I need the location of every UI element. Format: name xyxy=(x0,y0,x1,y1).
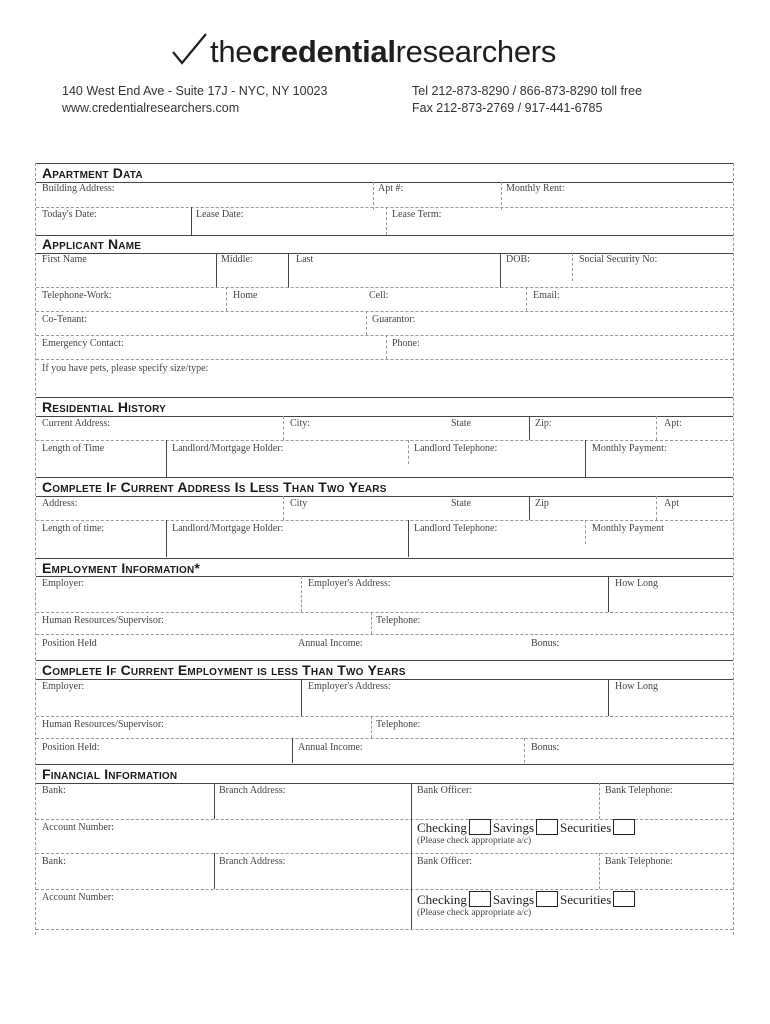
divider xyxy=(386,207,387,235)
divider xyxy=(411,889,412,929)
divider xyxy=(301,576,302,612)
section-title-apartment: Apartment Data xyxy=(42,165,143,181)
divider xyxy=(36,764,733,765)
section-title-previous-address: Complete If Current Address Is Less Than Two Years xyxy=(42,479,387,495)
divider xyxy=(529,416,530,440)
previous-apt-field[interactable]: Apt xyxy=(664,498,679,509)
landlord-holder-field[interactable]: Landlord/Mortgage Holder: xyxy=(172,443,284,454)
divider xyxy=(191,207,192,235)
divider xyxy=(36,311,733,312)
divider xyxy=(411,783,412,819)
employer-address-field[interactable]: Employer's Address: xyxy=(308,578,391,589)
divider xyxy=(371,716,372,738)
divider xyxy=(36,477,733,478)
divider xyxy=(214,853,215,889)
bank-telephone-field-2[interactable]: Bank Telephone: xyxy=(605,856,673,867)
previous-state-field[interactable]: State xyxy=(451,498,471,509)
section-title-previous-employment: Complete If Current Employment is less Than Two Years xyxy=(42,662,406,678)
section-title-financial: Financial Information xyxy=(42,766,178,782)
divider xyxy=(36,576,733,577)
savings-checkbox[interactable] xyxy=(536,819,558,835)
employer-field[interactable]: Employer: xyxy=(42,578,85,589)
emergency-contact-field[interactable]: Emergency Contact: xyxy=(42,338,124,349)
divider xyxy=(572,253,573,281)
divider xyxy=(585,440,586,477)
account-number-field-2[interactable]: Account Number: xyxy=(42,892,114,903)
divider xyxy=(608,679,609,716)
hr-supervisor-field[interactable]: Human Resources/Supervisor: xyxy=(42,615,164,626)
previous-position-held-field[interactable]: Position Held: xyxy=(42,742,100,753)
telephone-work-field[interactable]: Telephone-Work: xyxy=(42,290,112,301)
previous-landlord-telephone-field[interactable]: Landlord Telephone: xyxy=(414,523,498,534)
securities-label: Securities xyxy=(560,820,612,835)
pets-field[interactable]: If you have pets, please specify size/type: xyxy=(42,363,209,374)
checking-label: Checking xyxy=(417,820,467,835)
divider xyxy=(226,287,227,311)
securities-checkbox[interactable] xyxy=(613,819,635,835)
apt-field[interactable]: Apt #: xyxy=(378,183,404,194)
application-form xyxy=(35,163,734,935)
branch-address-field-2[interactable]: Branch Address: xyxy=(219,856,286,867)
phone-line: Tel 212-873-8290 / 866-873-8290 toll free xyxy=(412,84,643,98)
previous-zip-field[interactable]: Zip xyxy=(535,498,549,509)
bank-telephone-field[interactable]: Bank Telephone: xyxy=(605,785,673,796)
divider xyxy=(524,738,525,763)
account-type-options-2 xyxy=(417,891,637,908)
logo-prefix: the xyxy=(210,34,253,69)
lease-term-field[interactable]: Lease Term: xyxy=(392,209,442,220)
website-line: www.credentialresearchers.com xyxy=(62,101,240,115)
divider xyxy=(301,679,302,716)
securities-label: Securities xyxy=(560,892,612,907)
divider xyxy=(36,163,733,164)
divider xyxy=(36,416,733,417)
checking-checkbox[interactable] xyxy=(469,819,491,835)
divider xyxy=(283,416,284,440)
divider xyxy=(585,520,586,544)
bonus-field[interactable]: Bonus: xyxy=(531,638,560,649)
section-title-employment: Employment Information* xyxy=(42,560,201,576)
company-logo xyxy=(170,32,556,70)
annual-income-field[interactable]: Annual Income: xyxy=(298,638,363,649)
length-of-time-field[interactable]: Length of Time xyxy=(42,443,105,454)
divider xyxy=(411,853,412,889)
section-title-residential: Residential History xyxy=(42,399,167,415)
divider xyxy=(36,783,733,784)
divider xyxy=(166,440,167,477)
logo-bold: credential xyxy=(252,34,396,69)
monthly-payment-field[interactable]: Monthly Payment: xyxy=(592,443,667,454)
ssn-field[interactable]: Social Security No: xyxy=(579,254,658,265)
current-address-field[interactable]: Current Address: xyxy=(42,418,111,429)
divider xyxy=(36,207,733,208)
divider xyxy=(411,819,412,853)
divider xyxy=(36,716,733,717)
address-line: 140 West End Ave - Suite 17J - NYC, NY 10023 xyxy=(62,84,328,98)
divider xyxy=(500,253,501,288)
divider xyxy=(371,612,372,634)
previous-how-long-field[interactable]: How Long xyxy=(615,681,659,692)
divider xyxy=(36,335,733,336)
savings-checkbox[interactable] xyxy=(536,891,558,907)
account-type-note: (Please check appropriate a/c) xyxy=(417,836,532,846)
zip-field[interactable]: Zip: xyxy=(535,418,552,429)
state-field[interactable]: State xyxy=(451,418,471,429)
previous-monthly-payment-field[interactable]: Monthly Payment xyxy=(592,523,664,534)
divider xyxy=(36,496,733,497)
previous-employer-field[interactable]: Employer: xyxy=(42,681,85,692)
checking-checkbox[interactable] xyxy=(469,891,491,907)
dob-field[interactable]: DOB: xyxy=(506,254,530,265)
divider xyxy=(36,397,733,398)
last-name-field[interactable]: Last xyxy=(296,254,314,265)
how-long-field[interactable]: How Long xyxy=(615,578,659,589)
checkmark-icon xyxy=(170,32,208,66)
bank-officer-field-2[interactable]: Bank Officer: xyxy=(417,856,473,867)
divider xyxy=(366,311,367,335)
divider xyxy=(36,660,733,661)
bank-officer-field[interactable]: Bank Officer: xyxy=(417,785,473,796)
divider xyxy=(36,359,733,360)
divider xyxy=(288,253,289,288)
divider xyxy=(36,853,733,854)
divider xyxy=(408,520,409,557)
lease-date-field[interactable]: Lease Date: xyxy=(196,209,244,220)
divider xyxy=(36,440,733,441)
divider xyxy=(656,416,657,440)
divider xyxy=(36,679,733,680)
previous-city-field[interactable]: City xyxy=(290,498,308,509)
home-phone-field[interactable]: Home xyxy=(233,290,258,301)
bank-field[interactable]: Bank: xyxy=(42,785,66,796)
previous-landlord-holder-field[interactable]: Landlord/Mortgage Holder: xyxy=(172,523,284,534)
savings-label: Savings xyxy=(492,892,534,907)
divider xyxy=(36,612,733,613)
divider xyxy=(36,634,733,635)
branch-address-field[interactable]: Branch Address: xyxy=(219,785,286,796)
city-field[interactable]: City: xyxy=(290,418,311,429)
divider xyxy=(599,853,600,889)
previous-hr-supervisor-field[interactable]: Human Resources/Supervisor: xyxy=(42,719,164,730)
divider xyxy=(214,783,215,819)
emergency-phone-field[interactable]: Phone: xyxy=(392,338,420,349)
divider xyxy=(283,496,284,520)
building-address-field[interactable]: Building Address: xyxy=(42,183,115,194)
co-tenant-field[interactable]: Co-Tenant: xyxy=(42,314,87,325)
middle-name-field[interactable]: Middle: xyxy=(221,254,253,265)
divider xyxy=(599,783,600,819)
previous-telephone-field[interactable]: Telephone: xyxy=(376,719,421,730)
securities-checkbox[interactable] xyxy=(613,891,635,907)
account-type-options xyxy=(417,819,637,836)
company-address xyxy=(62,83,327,117)
company-phones xyxy=(412,83,642,117)
guarantor-field[interactable]: Guarantor: xyxy=(372,314,416,325)
divider xyxy=(608,576,609,612)
landlord-telephone-field[interactable]: Landlord Telephone: xyxy=(414,443,498,454)
previous-address-field[interactable]: Address: xyxy=(42,498,78,509)
divider xyxy=(656,496,657,520)
divider xyxy=(36,287,733,288)
previous-bonus-field[interactable]: Bonus: xyxy=(531,742,560,753)
fax-line: Fax 212-873-2769 / 917-441-6785 xyxy=(412,101,603,115)
divider xyxy=(36,889,733,890)
email-field[interactable]: Email: xyxy=(533,290,560,301)
divider xyxy=(408,440,409,464)
divider xyxy=(292,738,293,763)
position-held-field[interactable]: Position Held xyxy=(42,638,97,649)
divider xyxy=(529,496,530,520)
divider xyxy=(373,182,374,210)
account-type-note-2: (Please check appropriate a/c) xyxy=(417,908,532,918)
bank-field-2[interactable]: Bank: xyxy=(42,856,66,867)
todays-date-field[interactable]: Today's Date: xyxy=(42,209,97,220)
savings-label: Savings xyxy=(492,820,534,835)
monthly-rent-field[interactable]: Monthly Rent: xyxy=(506,183,565,194)
logo-suffix: researchers xyxy=(395,34,557,69)
employer-telephone-field[interactable]: Telephone: xyxy=(376,615,421,626)
divider xyxy=(36,738,733,739)
divider xyxy=(166,520,167,557)
first-name-field[interactable]: First Name xyxy=(42,254,87,265)
checking-label: Checking xyxy=(417,892,467,907)
cell-phone-field[interactable]: Cell: xyxy=(369,290,389,301)
section-title-applicant: Applicant Name xyxy=(42,236,142,252)
previous-length-of-time-field[interactable]: Length of time: xyxy=(42,523,105,534)
divider xyxy=(36,929,733,930)
account-number-field[interactable]: Account Number: xyxy=(42,822,114,833)
divider xyxy=(216,253,217,288)
previous-annual-income-field[interactable]: Annual Income: xyxy=(298,742,363,753)
divider xyxy=(526,287,527,311)
divider xyxy=(386,335,387,359)
divider xyxy=(501,182,502,210)
divider xyxy=(36,520,733,521)
previous-employer-address-field[interactable]: Employer's Address: xyxy=(308,681,391,692)
divider xyxy=(36,558,733,559)
apt-field[interactable]: Apt: xyxy=(664,418,682,429)
